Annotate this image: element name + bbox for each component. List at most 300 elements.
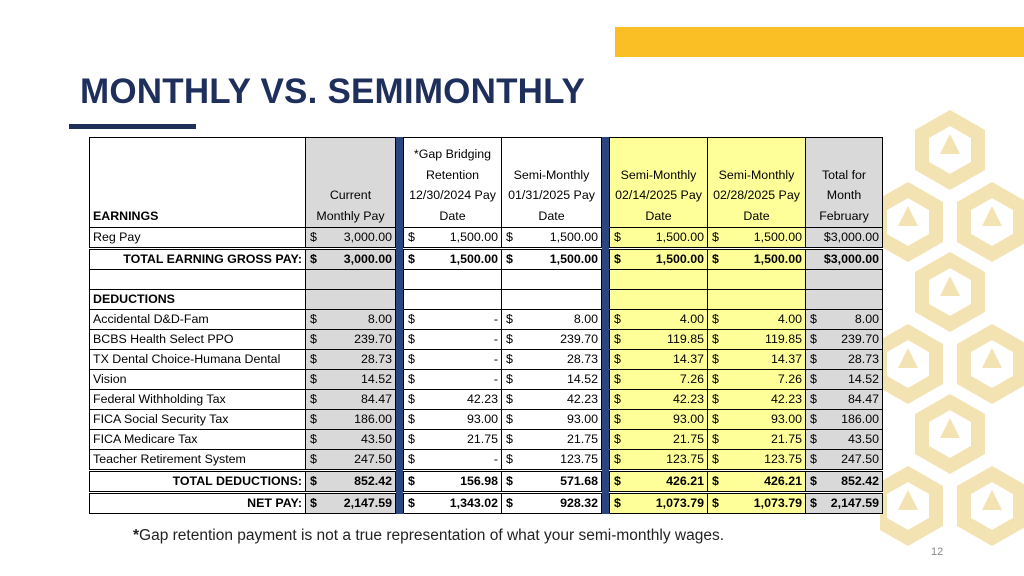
amount-cell <box>610 389 708 409</box>
amount <box>407 228 498 247</box>
column-separator <box>602 329 610 349</box>
empty-cell <box>306 289 396 309</box>
row-label <box>90 270 306 290</box>
amount-value: 1,500.00 <box>549 252 598 266</box>
amount-cell <box>610 429 708 449</box>
amount-cell <box>610 409 708 429</box>
amount-cell <box>708 349 806 369</box>
currency-symbol: $ <box>408 331 415 346</box>
empty-cell <box>806 270 883 290</box>
column-separator <box>602 389 610 409</box>
currency-symbol: $ <box>506 451 513 466</box>
amount <box>711 310 802 329</box>
amount-cell <box>502 249 602 270</box>
amount <box>809 430 879 449</box>
amount-value: 1,073.79 <box>753 495 802 510</box>
currency-symbol: $ <box>408 431 415 446</box>
amount <box>809 330 879 349</box>
amount-cell <box>708 449 806 470</box>
currency-symbol: $ <box>310 391 317 406</box>
amount-cell <box>708 309 806 329</box>
column-separator <box>396 138 404 228</box>
column-separator <box>396 270 404 290</box>
column-separator <box>602 249 610 270</box>
amount-cell <box>806 389 883 409</box>
row-label: NET PAY: <box>90 492 306 513</box>
currency-symbol: $ <box>712 473 719 488</box>
amount-cell <box>708 470 806 492</box>
amount <box>711 228 802 247</box>
deduction-row <box>90 429 883 449</box>
currency-symbol: $ <box>712 495 719 510</box>
column-separator <box>602 270 610 290</box>
currency-symbol: $ <box>810 371 817 386</box>
amount-cell <box>502 349 602 369</box>
amount <box>407 310 498 329</box>
amount-value: 21.75 <box>672 431 704 446</box>
amount-value: 84.47 <box>360 391 392 406</box>
currency-symbol: $ <box>408 495 415 510</box>
currency-symbol: $ <box>712 331 719 346</box>
amount-value: - <box>493 351 498 366</box>
amount-value: 852.42 <box>354 473 392 488</box>
amount-value: 3,000.00 <box>830 230 879 244</box>
currency-symbol: $ <box>506 371 513 386</box>
row-label: FICA Medicare Tax <box>90 429 306 449</box>
amount-value: - <box>493 331 498 346</box>
currency-symbol: $ <box>408 351 415 366</box>
amount-cell <box>806 249 883 270</box>
amount <box>505 410 598 429</box>
currency-symbol: $ <box>310 252 317 266</box>
amount-value: 14.37 <box>672 351 704 366</box>
amount <box>809 228 879 247</box>
amount-value: 1,500.00 <box>655 230 704 244</box>
amount-cell <box>610 329 708 349</box>
amount <box>505 350 598 369</box>
amount-cell <box>502 389 602 409</box>
currency-symbol: $ <box>712 230 719 244</box>
amount-value: 119.85 <box>667 331 704 346</box>
currency-symbol: $ <box>614 411 621 426</box>
amount <box>309 450 392 469</box>
amount <box>407 472 498 491</box>
column-separator <box>602 449 610 470</box>
amount-cell <box>806 228 883 249</box>
net-pay-row <box>90 492 883 513</box>
amount-value: 1,500.00 <box>753 252 802 266</box>
amount-cell <box>306 349 396 369</box>
amount-cell <box>306 409 396 429</box>
amount <box>613 430 704 449</box>
amount <box>505 370 598 389</box>
amount-value: 42.23 <box>672 391 704 406</box>
amount <box>613 410 704 429</box>
amount-value: 3,000.00 <box>343 230 392 244</box>
amount-value: 8.00 <box>573 311 598 326</box>
amount-value: 84.47 <box>847 391 879 406</box>
amount <box>711 410 802 429</box>
currency-symbol: $ <box>810 351 817 366</box>
total-deductions-row <box>90 470 883 492</box>
amount <box>309 410 392 429</box>
currency-symbol: $ <box>506 411 513 426</box>
column-separator <box>602 409 610 429</box>
amount-cell <box>502 369 602 389</box>
column-separator <box>396 470 404 492</box>
amount-cell <box>806 329 883 349</box>
amount-cell <box>806 470 883 492</box>
currency-symbol: $ <box>614 230 621 244</box>
total-gross-row <box>90 249 883 270</box>
footnote-star: * <box>133 527 140 544</box>
currency-symbol: $ <box>614 495 621 510</box>
column-separator <box>602 309 610 329</box>
currency-symbol: $ <box>614 351 621 366</box>
amount-value: - <box>493 451 498 466</box>
empty-cell <box>708 270 806 290</box>
currency-symbol: $ <box>310 230 317 244</box>
amount <box>711 450 802 469</box>
pay-comparison-table <box>89 137 883 514</box>
currency-symbol: $ <box>614 252 621 266</box>
currency-symbol: $ <box>506 331 513 346</box>
amount <box>613 370 704 389</box>
blank-row <box>90 270 883 290</box>
currency-symbol: $ <box>310 311 317 326</box>
amount-cell <box>806 492 883 513</box>
amount-value: 21.75 <box>566 431 598 446</box>
currency-symbol: $ <box>310 451 317 466</box>
amount-value: 123.75 <box>666 451 704 466</box>
row-label: FICA Social Security Tax <box>90 409 306 429</box>
amount-cell <box>306 309 396 329</box>
amount <box>407 430 498 449</box>
column-separator <box>396 409 404 429</box>
currency-symbol: $ <box>712 391 719 406</box>
amount <box>309 494 392 513</box>
reg-pay-row <box>90 228 883 249</box>
currency-symbol: $ <box>506 230 513 244</box>
currency-symbol: $ <box>810 331 817 346</box>
amount <box>505 330 598 349</box>
row-label: Vision <box>90 369 306 389</box>
currency-symbol: $ <box>408 371 415 386</box>
column-separator <box>396 309 404 329</box>
currency-symbol: $ <box>506 311 513 326</box>
amount-value: - <box>493 311 498 326</box>
amount-value: 28.73 <box>566 351 598 366</box>
amount-value: 1,500.00 <box>753 230 802 244</box>
currency-symbol: $ <box>614 451 621 466</box>
amount-value: 239.70 <box>560 331 598 346</box>
amount <box>809 410 879 429</box>
amount <box>809 250 879 269</box>
amount <box>309 330 392 349</box>
amount-value: 426.21 <box>666 473 704 488</box>
currency-symbol: $ <box>614 391 621 406</box>
currency-symbol: $ <box>506 391 513 406</box>
amount <box>505 250 598 269</box>
amount <box>613 228 704 247</box>
column-separator <box>396 228 404 249</box>
currency-symbol: $ <box>810 311 817 326</box>
currency-symbol: $ <box>712 431 719 446</box>
amount-value: 8.00 <box>854 311 879 326</box>
amount <box>505 390 598 409</box>
row-label: Accidental D&D-Fam <box>90 309 306 329</box>
amount-cell <box>708 249 806 270</box>
amount-value: 7.26 <box>679 371 704 386</box>
amount-value: 1,500.00 <box>549 230 598 244</box>
currency-symbol: $ <box>310 495 317 510</box>
empty-cell <box>610 289 708 309</box>
amount-cell <box>806 409 883 429</box>
amount <box>613 310 704 329</box>
slide-title: MONTHLY VS. SEMIMONTHLY <box>80 72 586 111</box>
amount-value: 2,147.59 <box>830 495 879 510</box>
amount <box>711 370 802 389</box>
column-separator <box>602 429 610 449</box>
amount <box>711 330 802 349</box>
amount <box>809 450 879 469</box>
amount <box>407 410 498 429</box>
empty-cell <box>708 289 806 309</box>
currency-symbol: $ <box>310 331 317 346</box>
amount-cell <box>306 249 396 270</box>
currency-symbol: $ <box>310 431 317 446</box>
row-label: TOTAL EARNING GROSS PAY: <box>90 249 306 270</box>
amount-cell <box>404 309 502 329</box>
amount-cell <box>610 470 708 492</box>
col-header-semi-monthly-0131: Semi-Monthly 01/31/2025 Pay Date <box>502 138 602 228</box>
column-separator <box>396 329 404 349</box>
amount-cell <box>610 349 708 369</box>
column-separator <box>396 349 404 369</box>
currency-symbol: $ <box>408 473 415 488</box>
amount-value: 14.52 <box>847 371 879 386</box>
currency-symbol: $ <box>810 495 817 510</box>
amount-value: 1,343.02 <box>449 495 498 510</box>
currency-symbol: $ <box>506 473 513 488</box>
amount-cell <box>610 309 708 329</box>
column-separator <box>396 429 404 449</box>
amount-value: 2,147.59 <box>343 495 392 510</box>
amount-cell <box>806 449 883 470</box>
amount-value: 571.68 <box>560 473 598 488</box>
amount <box>613 250 704 269</box>
amount <box>505 472 598 491</box>
currency-symbol: $ <box>614 473 621 488</box>
currency-symbol: $ <box>408 391 415 406</box>
amount-value: 14.52 <box>360 371 392 386</box>
amount-value: 4.00 <box>679 311 704 326</box>
deduction-row <box>90 389 883 409</box>
currency-symbol: $ <box>614 371 621 386</box>
amount-value: 43.50 <box>360 431 392 446</box>
amount <box>407 494 498 513</box>
currency-symbol: $ <box>310 411 317 426</box>
amount <box>711 350 802 369</box>
amount <box>407 450 498 469</box>
amount-value: 93.00 <box>566 411 598 426</box>
amount <box>309 310 392 329</box>
amount-cell <box>306 228 396 249</box>
amount-cell <box>708 409 806 429</box>
amount-cell <box>708 369 806 389</box>
amount-value: 239.70 <box>354 331 392 346</box>
amount-value: 156.98 <box>460 473 498 488</box>
amount-cell <box>708 429 806 449</box>
footnote <box>133 527 724 545</box>
amount <box>613 390 704 409</box>
amount-cell <box>806 429 883 449</box>
amount-cell <box>806 309 883 329</box>
amount-cell <box>708 329 806 349</box>
amount <box>309 370 392 389</box>
amount-cell <box>404 449 502 470</box>
column-separator <box>396 369 404 389</box>
amount-cell <box>306 449 396 470</box>
currency-symbol: $ <box>810 391 817 406</box>
amount <box>711 430 802 449</box>
amount-cell <box>404 470 502 492</box>
amount-cell <box>610 249 708 270</box>
row-label: DEDUCTIONS <box>90 289 306 309</box>
amount <box>505 310 598 329</box>
column-separator <box>602 492 610 513</box>
amount-cell <box>502 492 602 513</box>
empty-cell <box>404 270 502 290</box>
amount <box>309 250 392 269</box>
currency-symbol: $ <box>810 473 817 488</box>
currency-symbol: $ <box>506 351 513 366</box>
amount-value: 43.50 <box>847 431 879 446</box>
currency-symbol: $ <box>506 252 513 266</box>
currency-symbol: $ <box>712 252 719 266</box>
column-separator <box>602 138 610 228</box>
amount-cell <box>806 349 883 369</box>
column-separator <box>602 349 610 369</box>
footnote-text: Gap retention payment is not a true representation of what your semi-monthly wages. <box>139 527 725 544</box>
column-separator <box>396 389 404 409</box>
amount <box>613 350 704 369</box>
currency-symbol: $ <box>310 351 317 366</box>
amount-value: 1,500.00 <box>449 230 498 244</box>
amount-value: 8.00 <box>367 311 392 326</box>
currency-symbol: $ <box>408 230 415 244</box>
empty-cell <box>404 289 502 309</box>
amount <box>809 310 879 329</box>
amount <box>505 430 598 449</box>
row-label: TX Dental Choice-Humana Dental <box>90 349 306 369</box>
amount <box>505 228 598 247</box>
column-separator <box>602 470 610 492</box>
amount-value: 28.73 <box>847 351 879 366</box>
currency-symbol: $ <box>810 451 817 466</box>
amount-value: 21.75 <box>770 431 802 446</box>
empty-cell <box>306 270 396 290</box>
amount-cell <box>502 429 602 449</box>
amount-cell <box>502 309 602 329</box>
currency-symbol: $ <box>712 351 719 366</box>
amount <box>407 250 498 269</box>
amount-value: 14.37 <box>770 351 802 366</box>
amount <box>613 494 704 513</box>
amount <box>613 472 704 491</box>
column-separator <box>602 228 610 249</box>
amount-value: 239.70 <box>841 331 879 346</box>
amount-cell <box>502 409 602 429</box>
amount-cell <box>306 470 396 492</box>
amount-value: 93.00 <box>672 411 704 426</box>
deduction-row <box>90 369 883 389</box>
amount-value: 21.75 <box>466 431 498 446</box>
amount <box>711 472 802 491</box>
empty-cell <box>610 270 708 290</box>
column-separator <box>396 449 404 470</box>
amount <box>809 494 879 513</box>
amount-cell <box>404 329 502 349</box>
amount-cell <box>708 228 806 249</box>
currency-symbol: $ <box>408 411 415 426</box>
amount <box>407 350 498 369</box>
empty-cell <box>502 289 602 309</box>
amount <box>407 390 498 409</box>
amount-cell <box>708 492 806 513</box>
amount <box>309 228 392 247</box>
currency-symbol: $ <box>614 431 621 446</box>
currency-symbol: $ <box>712 451 719 466</box>
amount <box>407 330 498 349</box>
amount-cell <box>806 369 883 389</box>
amount-value: 247.50 <box>354 451 392 466</box>
amount <box>809 370 879 389</box>
currency-symbol: $ <box>614 311 621 326</box>
amount-value: 14.52 <box>566 371 598 386</box>
amount <box>711 494 802 513</box>
amount-value: 7.26 <box>777 371 802 386</box>
amount-value: - <box>493 371 498 386</box>
deduction-row <box>90 409 883 429</box>
currency-symbol: $ <box>408 252 415 266</box>
column-separator <box>602 369 610 389</box>
deduction-row <box>90 309 883 329</box>
amount-cell <box>404 429 502 449</box>
amount-cell <box>404 369 502 389</box>
col-header-gap-bridging: *Gap Bridging Retention 12/30/2024 Pay Date <box>404 138 502 228</box>
amount-cell <box>610 449 708 470</box>
amount-cell <box>502 228 602 249</box>
column-separator <box>396 492 404 513</box>
col-header-current-monthly: Current Monthly Pay <box>306 138 396 228</box>
empty-cell <box>502 270 602 290</box>
amount-value: 123.75 <box>560 451 598 466</box>
amount <box>613 330 704 349</box>
amount-value: 928.32 <box>560 495 598 510</box>
col-header-semi-monthly-0214: Semi-Monthly 02/14/2025 Pay Date <box>610 138 708 228</box>
amount <box>505 494 598 513</box>
amount-cell <box>610 492 708 513</box>
row-label: Federal Withholding Tax <box>90 389 306 409</box>
column-separator <box>396 289 404 309</box>
currency-symbol: $ <box>506 495 513 510</box>
amount <box>809 390 879 409</box>
col-header-total-february: Total for Month February <box>806 138 883 228</box>
amount <box>505 450 598 469</box>
earnings-header: EARNINGS <box>90 138 306 228</box>
deduction-row <box>90 449 883 470</box>
